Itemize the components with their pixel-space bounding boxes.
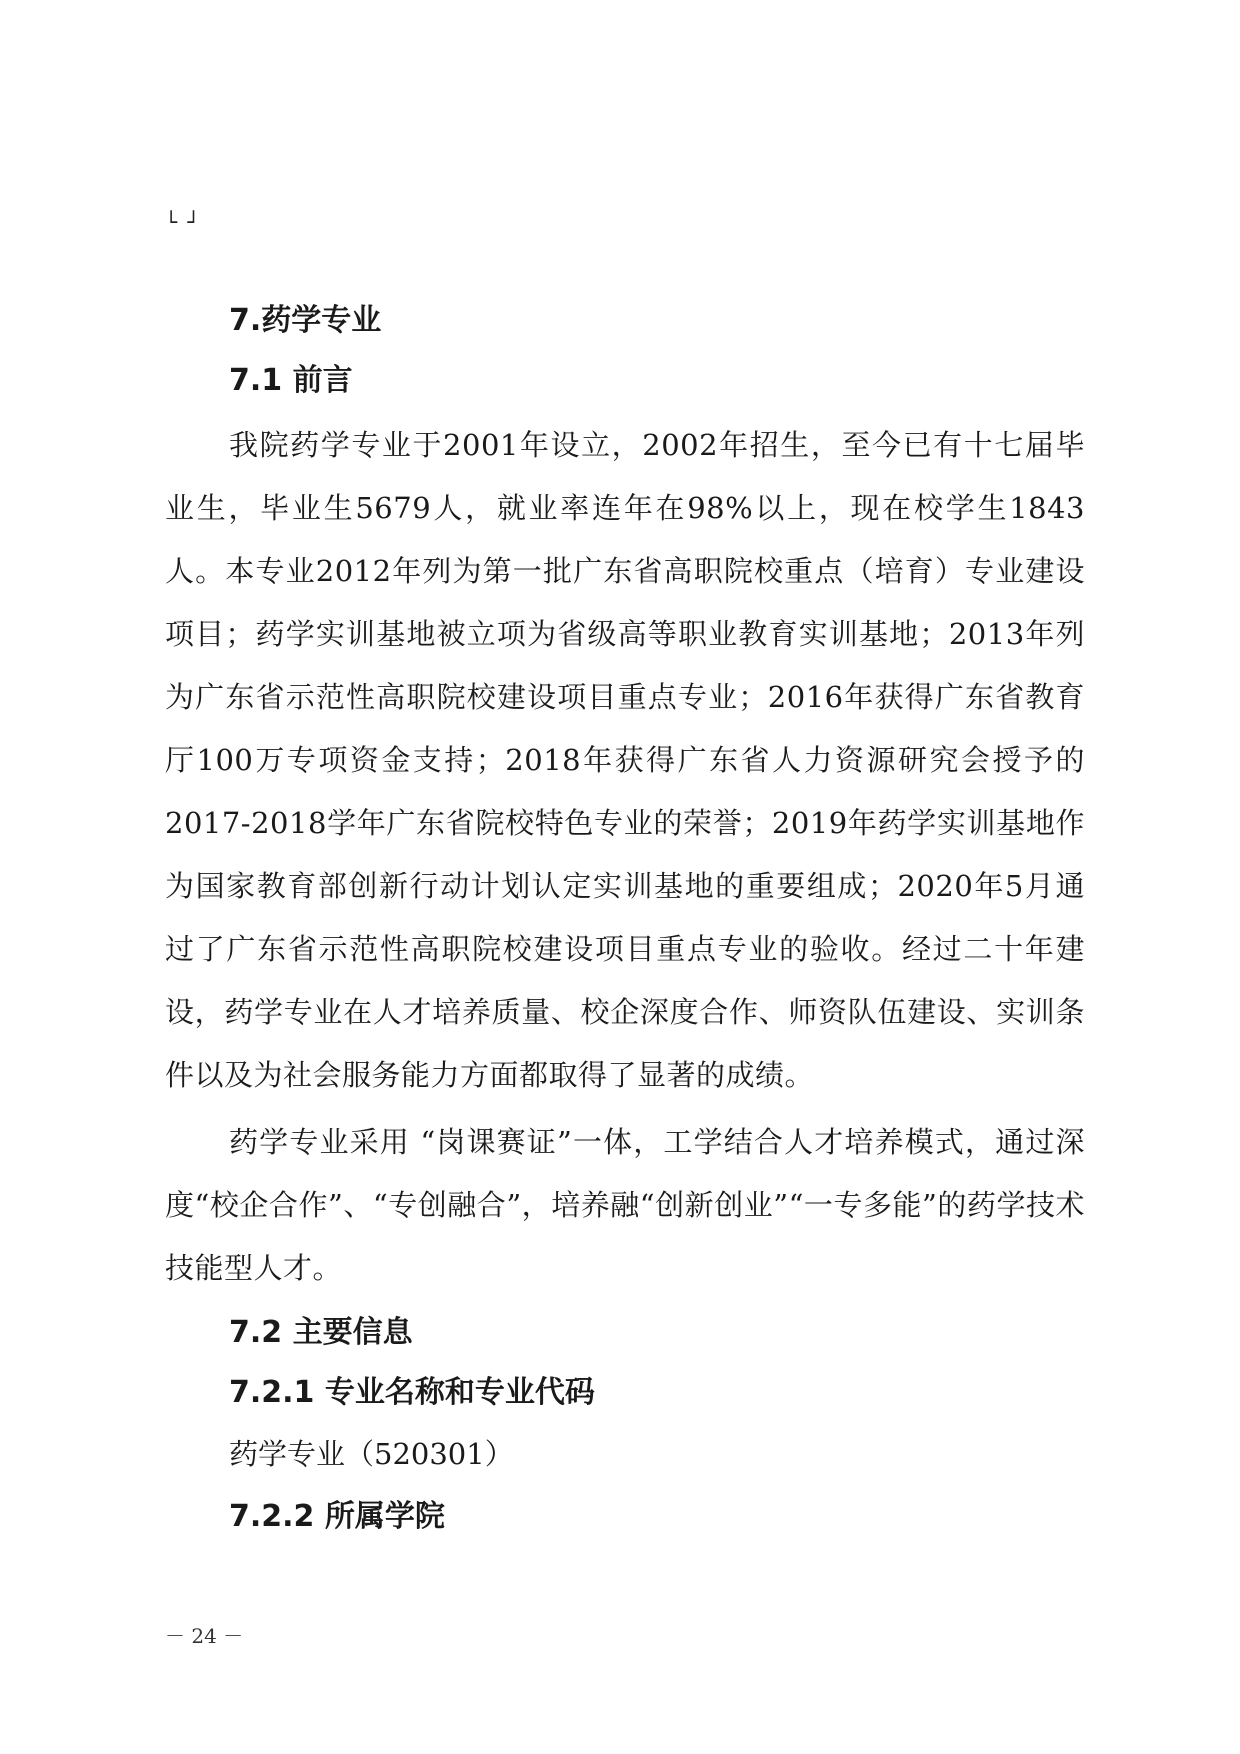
section-heading-7-2-1: 7.2.1 专业名称和专业代码 xyxy=(229,1375,595,1410)
section-heading-7-2: 7.2 主要信息 xyxy=(229,1315,413,1350)
section-heading-7-1: 7.1 前言 xyxy=(229,363,353,398)
corner-marks: └ ┘ xyxy=(165,210,202,234)
section-heading-7-2-2: 7.2.2 所属学院 xyxy=(229,1499,445,1534)
page-number: － 24 － xyxy=(165,1624,244,1648)
section-heading-7: 7.药学专业 xyxy=(229,303,382,338)
training-mode-paragraph: 药学专业采用 “岗课赛证”一体，工学结合人才培养模式，通过深度“校企合作”、“专创融合”，培养融“创新创业”“一专多能”的药学技术技能型人才。 xyxy=(165,1125,1085,1285)
document-body xyxy=(165,292,1085,1546)
major-code-line: 药学专业（520301） xyxy=(229,1437,514,1471)
intro-paragraph: 我院药学专业于2001年设立，2002年招生，至今已有十七届毕业生，毕业生5679人，就业率连年在98%以上，现在校学生1843人。本专业2012年列为第一批广东省高职院校重点（培育）专业建设项目；药学实训基地被立项为省级高等职业教育实训基地；2013年列为广东省示范性高职院校建设项目重点专业；2016年获得广东省教育厅100万专项资金支持；2018年获得广东省人力资源研究会授予的2017-2018学年广东省院校特色专业的荣誉；2019年药学实训基地作为国家教育部创新行动计划认定实训基地的重要组成；2020年5月通过了广东省示范性高职院校建设项目重点专业的验收。经过二十年建设，药学专业在人才培养质量、校企深度合作、师资队伍建设、实训条件以及为社会服务能力方面都取得了显著的成绩。 xyxy=(165,428,1085,1092)
